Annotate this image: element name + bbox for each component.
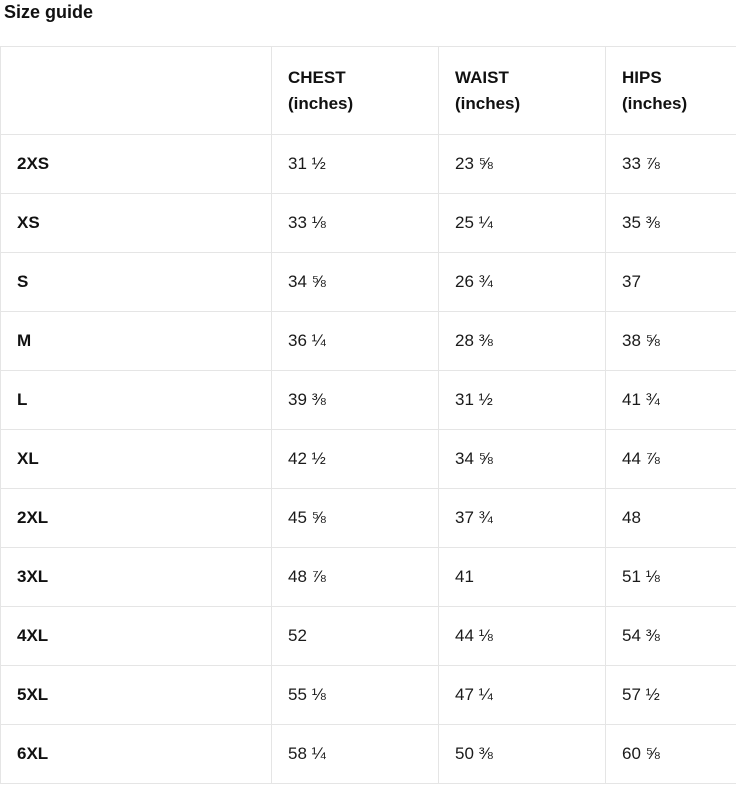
hips-value-cell: 35 ⅜: [606, 194, 736, 253]
chest-value-cell: 55 ⅛: [272, 666, 439, 725]
hips-value-cell: 37: [606, 253, 736, 312]
chest-value-cell: 42 ½: [272, 430, 439, 489]
table-row: [1, 607, 736, 666]
table-row: [1, 666, 736, 725]
chest-value-cell: 31 ½: [272, 135, 439, 194]
column-header-chest: [272, 47, 439, 135]
hips-value-cell: 48: [606, 489, 736, 548]
chest-value-cell: 39 ⅜: [272, 371, 439, 430]
waist-value-cell: 37 ¾: [439, 489, 606, 548]
size-label-cell: 3XL: [1, 548, 272, 607]
column-header-name: WAIST: [455, 67, 509, 87]
hips-value-cell: 57 ½: [606, 666, 736, 725]
size-label-cell: 4XL: [1, 607, 272, 666]
waist-value-cell: 31 ½: [439, 371, 606, 430]
table-row: [1, 371, 736, 430]
table-row: [1, 135, 736, 194]
waist-value-cell: 41: [439, 548, 606, 607]
header-row: [1, 47, 736, 135]
chest-value-cell: 58 ¼: [272, 725, 439, 784]
hips-value-cell: 44 ⅞: [606, 430, 736, 489]
column-header-unit: (inches): [455, 93, 521, 113]
size-label-cell: 2XL: [1, 489, 272, 548]
waist-value-cell: 23 ⅝: [439, 135, 606, 194]
column-header-unit: (inches): [288, 93, 354, 113]
chest-value-cell: 36 ¼: [272, 312, 439, 371]
chest-value-cell: 45 ⅝: [272, 489, 439, 548]
size-label-cell: 6XL: [1, 725, 272, 784]
hips-value-cell: 60 ⅝: [606, 725, 736, 784]
table-row: [1, 725, 736, 784]
column-header-hips: [606, 47, 736, 135]
size-label-cell: 5XL: [1, 666, 272, 725]
column-header-unit: (inches): [622, 93, 688, 113]
size-label-cell: L: [1, 371, 272, 430]
column-header-name: CHEST: [288, 67, 346, 87]
table-row: [1, 430, 736, 489]
size-label-cell: S: [1, 253, 272, 312]
size-label-cell: M: [1, 312, 272, 371]
waist-value-cell: 50 ⅜: [439, 725, 606, 784]
waist-value-cell: 26 ¾: [439, 253, 606, 312]
chest-value-cell: 52: [272, 607, 439, 666]
table-row: [1, 253, 736, 312]
waist-value-cell: 28 ⅜: [439, 312, 606, 371]
hips-value-cell: 33 ⅞: [606, 135, 736, 194]
chest-value-cell: 48 ⅞: [272, 548, 439, 607]
chest-value-cell: 34 ⅝: [272, 253, 439, 312]
size-column-header: [1, 47, 272, 135]
size-guide-table: [0, 46, 736, 784]
size-label-cell: XS: [1, 194, 272, 253]
table-row: [1, 194, 736, 253]
chest-value-cell: 33 ⅛: [272, 194, 439, 253]
hips-value-cell: 38 ⅝: [606, 312, 736, 371]
table-row: [1, 312, 736, 371]
waist-value-cell: 25 ¼: [439, 194, 606, 253]
waist-value-cell: 47 ¼: [439, 666, 606, 725]
hips-value-cell: 51 ⅛: [606, 548, 736, 607]
size-label-cell: 2XS: [1, 135, 272, 194]
size-label-cell: XL: [1, 430, 272, 489]
waist-value-cell: 34 ⅝: [439, 430, 606, 489]
column-header-name: HIPS: [622, 67, 662, 87]
table-row: [1, 489, 736, 548]
waist-value-cell: 44 ⅛: [439, 607, 606, 666]
page-title: Size guide: [4, 2, 94, 22]
table-row: [1, 548, 736, 607]
hips-value-cell: 54 ⅜: [606, 607, 736, 666]
column-header-waist: [439, 47, 606, 135]
hips-value-cell: 41 ¾: [606, 371, 736, 430]
